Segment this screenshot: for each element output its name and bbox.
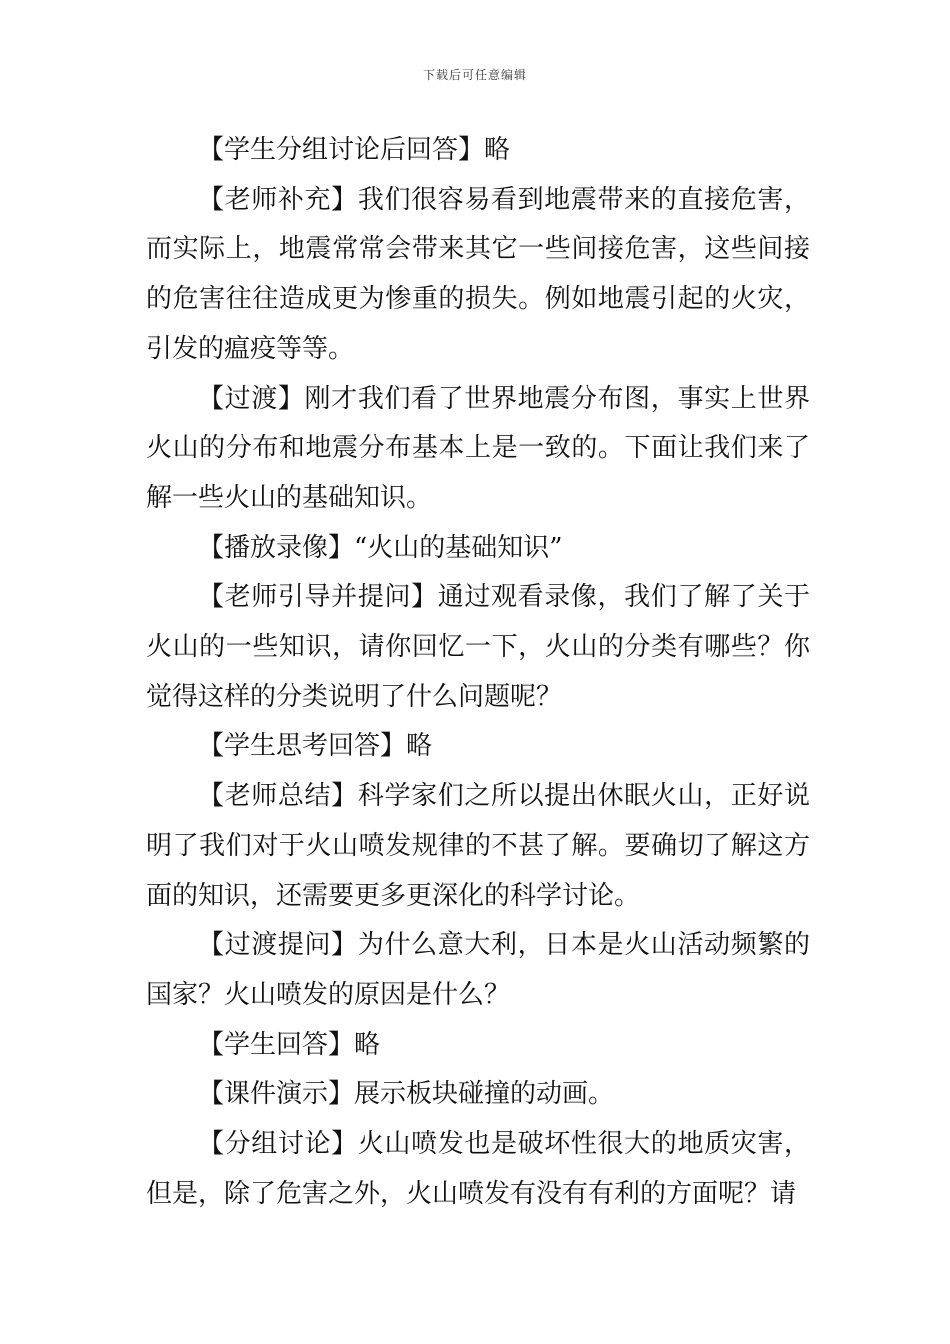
paragraph-student-group-answer: 【学生分组讨论后回答】略 (198, 135, 511, 165)
paragraph-transition: 【过渡】刚才我们看了世界地震分布图，事实上世界火山的分布和地震分布基本上是一致的。下面让我们来了解一些火山的基础知识。 (146, 383, 810, 513)
document-body (146, 126, 810, 1219)
paragraph-student-think-answer: 【学生思考回答】略 (198, 731, 433, 762)
paragraph-student-answer: 【学生回答】略 (198, 1029, 381, 1060)
paragraph-courseware-demo: 【课件演示】展示板块碰撞的动画。 (198, 1079, 615, 1110)
paragraph-transition-question: 【过渡提问】为什么意大利，日本是火山活动频繁的国家？火山喷发的原因是什么？ (146, 930, 810, 1010)
paragraph-teacher-question: 【老师引导并提问】通过观看录像，我们了解了关于火山的一些知识，请你回忆一下，火山的分类有哪些？你觉得这样的分类说明了什么问题呢？ (146, 582, 810, 712)
paragraph-play-video: 【播放录像】“火山的基础知识” (198, 532, 563, 563)
paragraph-teacher-supplement: 【老师补充】我们很容易看到地震带来的直接危害，而实际上，地震常常会带来其它一些间接危害，这些间接的危害往往造成更为惨重的损失。例如地震引起的火灾，引发的瘟疫等等。 (146, 184, 810, 364)
page-header-note: 下载后可任意编辑 (422, 68, 527, 82)
paragraph-teacher-summary: 【老师总结】科学家们之所以提出休眠火山，正好说明了我们对于火山喷发规律的不甚了解。要确切了解这方面的知识，还需要更多更深化的科学讨论。 (146, 781, 810, 911)
paragraph-group-discussion: 【分组讨论】火山喷发也是破坏性很大的地质灾害，但是，除了危害之外，火山喷发有没有有利的方面呢？请 (146, 1129, 810, 1209)
